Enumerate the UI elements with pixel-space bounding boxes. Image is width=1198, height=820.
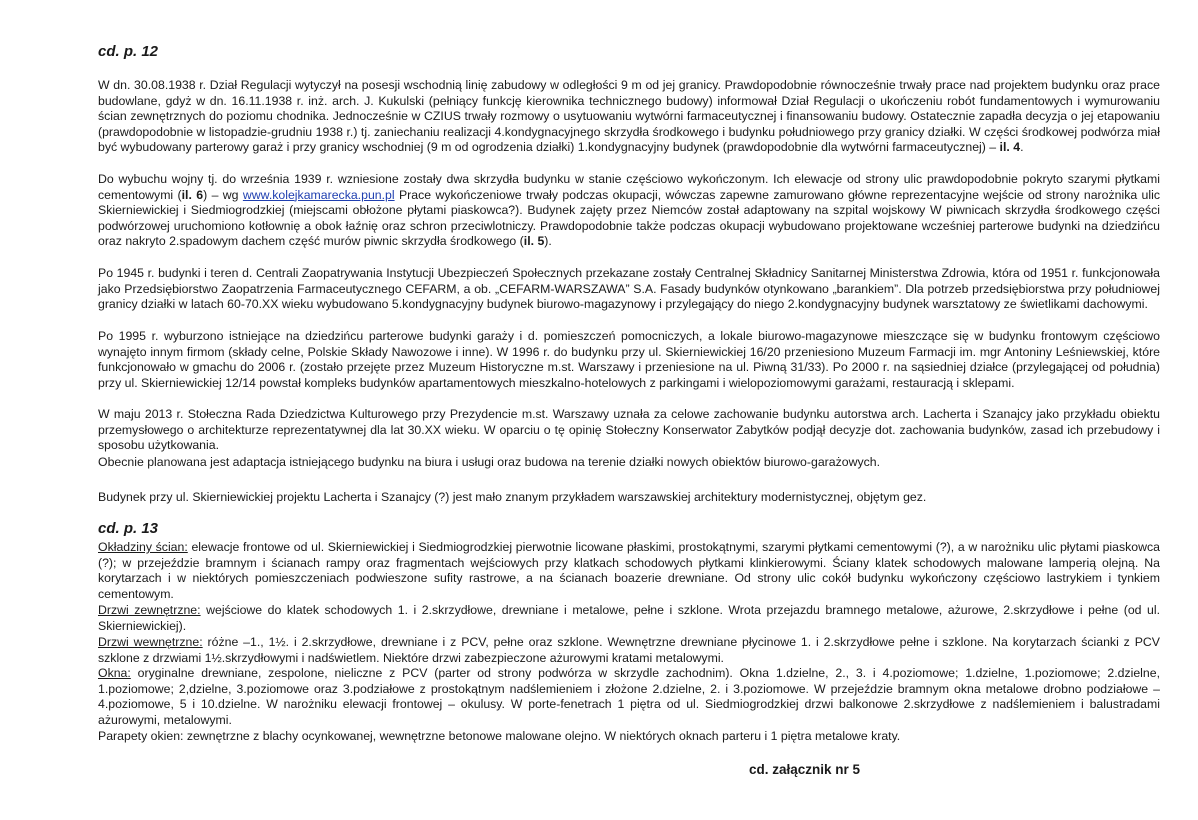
paragraph-1-text: W dn. 30.08.1938 r. Dział Regulacji wytyczył na posesji wschodnią linię zabudowy w odległości 9 m od jej granicy. Prawdopodobnie równocześnie trwały prace nad projektem budynku oraz prace budowlane, gdyż w dn. 16.11.1938 r. inż. arch. J. Kukulski (pełniący funkcję kierownika technicznego budowy) informował Dział Regulacji o ukończeniu robót fundamentowych i wymurowaniu ścian zewnętrznych do poziomu chodnika. Jednocześnie w CZIUS trwały rozmowy o usytuowaniu wytwórni farmaceutycznej i finansowaniu budowy. Ostatecznie zapadła decyzja o jej etapowaniu (prawdopodobnie w listopadzie-grudniu 1938 r.) tj. zaniechaniu realizacji 4.kondygnacyjnego skrzydła środkowego i budynku południowego przy granicy działki. W części środkowej podwórza miał być wybudowany parterowy garaż i przy granicy wschodniej (9 m od ogrodzenia działki) 1.kondygnacyjny budynek (prawdopodobnie dla wytwórni farmaceutycznej) – (98, 78, 1160, 155)
item-drzwi-zewnetrzne-text: wejściowe do klatek schodowych 1. i 2.skrzydłowe, drewniane i metalowe, pełne i szklone. Wrota przejazdu bramnego metalowe, ażurowe, 2.skrzydłowe i pełne (od ul. Skierniewickiej). (98, 603, 1161, 633)
paragraph-2-text-b: ) – wg (203, 187, 243, 202)
paragraph-parapety: Parapety okien: zewnętrzne z blachy ocynkowanej, wewnętrzne betonowe malowane olejno. W niektórych oknach parteru i 1 piętra metalowe kraty. (98, 729, 901, 743)
paragraph-2 (98, 172, 1160, 250)
item-okladziny-label: Okładziny ścian: (98, 540, 188, 554)
paragraph-3: Po 1945 r. budynki i teren d. Centrali Zaopatrywania Instytucji Ubezpieczeń Społecznych przekazane zostały Centralnej Składnicy Sanitarnej Ministerstwa Zdrowia, która od 1951 r. funkcjonowała jako Przedsiębiorstwo Zaopatrzenia Farmaceutycznego CEFARM, a ob. „CEFARM-WARSZAWA” S.A. Fasady budynków otynkowano „barankiem”. Dla potrzeb przedsiębiorstwa przy południowej granicy działki w latach 60-70.XX wieku wybudowano 5.kondygnacyjny budynek biurowo-magazynowy i przylegający do niego 2.kondygnacyjny budynek warsztatowy ze świetlikami dachowymi. (98, 266, 1160, 312)
heading-p12: cd. p. 12 (98, 43, 159, 60)
attachment-reference: cd. załącznik nr 5 (749, 762, 861, 777)
paragraph-2-end: ). (544, 234, 552, 249)
paragraph-1 (98, 78, 1160, 156)
item-okladziny (98, 540, 1160, 602)
item-drzwi-wewnetrzne-label: Drzwi wewnętrzne: (98, 635, 203, 649)
item-drzwi-wewnetrzne-text: różne –1., 1½. i 2.skrzydłowe, drewniane i z PCV, pełne oraz szklone. Wewnętrzne drewniane płycinowe 1. i 2.skrzydłowe pełne i szklone. Na korytarzach ścianki z PCV szklone z drzwiami 1½.skrzydłowymi i nadświetlem. Niektóre drzwi zabezpieczone ażurowymi kratami metalowymi. (98, 635, 1160, 665)
paragraph-4: Po 1995 r. wyburzono istniejące na dziedzińcu parterowe budynki garaży i d. pomieszczeń pomocniczych, a lokale biurowo-magazynowe mieszczące się w budynku frontowym częściowo wynajęto innym firmom (składy celne, Polskie Składy Nawozowe i inne). W 1996 r. do budynku przy ul. Skierniewickiej 16/20 przeniesiono Muzeum Farmacji im. mgr Antoniny Leśniewskiej, które funkcjonowało w gmachu do 2006 r. (zostało przejęte przez Muzeum Historyczne m.st. Warszawy i przeniesione na ul. Piwną 31/33). Po 2000 r. na sąsiedniej działce (przylegającej od południa) przy ul. Skierniewickiej 12/14 powstał kompleks budynków apartamentowych mieszkalno-hotelowych z parkingami i wielopoziomowymi garażami, restauracją i sklepami. (98, 329, 1160, 390)
figure-ref-il4: il. 4 (999, 140, 1021, 155)
paragraph-1-end: . (1020, 140, 1024, 155)
paragraph-6: Obecnie planowana jest adaptacja istniejącego budynku na biura i usługi oraz budowa na terenie działki nowych obiektów biurowo-garażowych. (98, 455, 881, 469)
paragraph-5: W maju 2013 r. Stołeczna Rada Dziedzictwa Kulturowego przy Prezydencie m.st. Warszawy uznała za celowe zachowanie budynku autorstwa arch. Lacherta i Szanajcy jako przykładu obiektu przemysłowego o architekturze reprezentatywnej dla lat 30.XX wieku. W oparciu o tę opinię Stołeczny Konserwator Zabytków podjął decyzje dot. zachowania budynków, zasad ich przebudowy i sposobu użytkowania. (98, 407, 1160, 453)
item-okna-label: Okna: (98, 666, 131, 680)
item-drzwi-zewnetrzne (98, 603, 1160, 634)
paragraph-7: Budynek przy ul. Skierniewickiej projektu Lacherta i Szanajcy (?) jest mało znanym przykładem warszawskiej architektury modernistycznej, objętym gez. (98, 490, 927, 504)
item-okladziny-text: elewacje frontowe od ul. Skierniewickiej i Siedmiogrodzkiej pierwotnie licowane płaskimi, prostokątnymi, szarymi płytkami cementowymi (?), a w narożniku ulic płytami piaskowca (?); w przejeździe bramnym i ścianach rampy oraz fragmentach wejściowych przy klatkach schodowych płytkami klinkierowymi. Ściany klatek schodowych malowane lamperią olejną. Na korytarzach i w niektórych pomieszczeniach podwieszone sufity rastrowe, a na ścianach boazerie drewniane. Od strony ulic cokół budynku wykończony częściowo lastrykiem i tynkiem cementowym. (98, 540, 1160, 601)
item-drzwi-wewnetrzne (98, 635, 1160, 666)
paragraph-2-text-c: Prace wykończeniowe trwały podczas okupacji, wówczas zapewne zamurowano główne reprezentacyjne wejście od strony narożnika ulic Skierniewickiej i Siedmiogrodzkiej (miejscami obłożone płytami piaskowca?). Budynek zajęty przez Niemców został adaptowany na szpital wojskowy W piwnicach skrzydła środkowego części podwórzowej uruchomiono kotłownię a obok łaźnię oraz schron przeciwlotniczy. Prawdopodobnie także podczas okupacji wybudowano projektowane wcześniej parterowe budynki na dziedzińcu oraz nakryto 2.spadowym dachem część murów piwnic skrzydła środkowego ( (98, 187, 1161, 249)
website-link[interactable]: www.kolejkamarecka.pun.pl (242, 187, 395, 202)
item-okna-text: oryginalne drewniane, zespolone, nieliczne z PCV (parter od strony podwórza w skrzydle zachodnim). Okna 1.dzielne, 2., 3. i 4.poziomowe; 1.dzielne, 1.poziomowe; 2.dzielne, 1.poziomowe; 2,dzielne, 3.poziomowe oraz 3.podziałowe z prostokątnym nadślemieniem i złożone 2.dzielne, 2. i 3.poziomowe. W przejeździe bramnym okna metalowe drobno podziałowe – 4.poziomowe, 5 i 10.dzielne. W narożniku elewacji frontowej – okulusy. W porte-fenetrach 1 piętra od ul. Siedmiogrodzkiej drzwi balkonowe 2.skrzydłowe z nadślemieniem i balustradami ażurowymi, metalowymi. (98, 666, 1160, 727)
figure-ref-il6: il. 6 (181, 187, 204, 202)
figure-ref-il5: il. 5 (523, 234, 545, 249)
item-drzwi-zewnetrzne-label: Drzwi zewnętrzne: (98, 603, 201, 617)
item-okna (98, 666, 1160, 728)
paragraph-2-text-a: Do wybuchu wojny tj. do września 1939 r. wzniesione zostały dwa skrzydła budynku w stanie częściowo wykończonym. Ich elewacje od strony ulic prawdopodobnie pokryto szarymi płytkami cementowymi ( (98, 172, 1160, 202)
heading-p13: cd. p. 13 (98, 520, 159, 537)
